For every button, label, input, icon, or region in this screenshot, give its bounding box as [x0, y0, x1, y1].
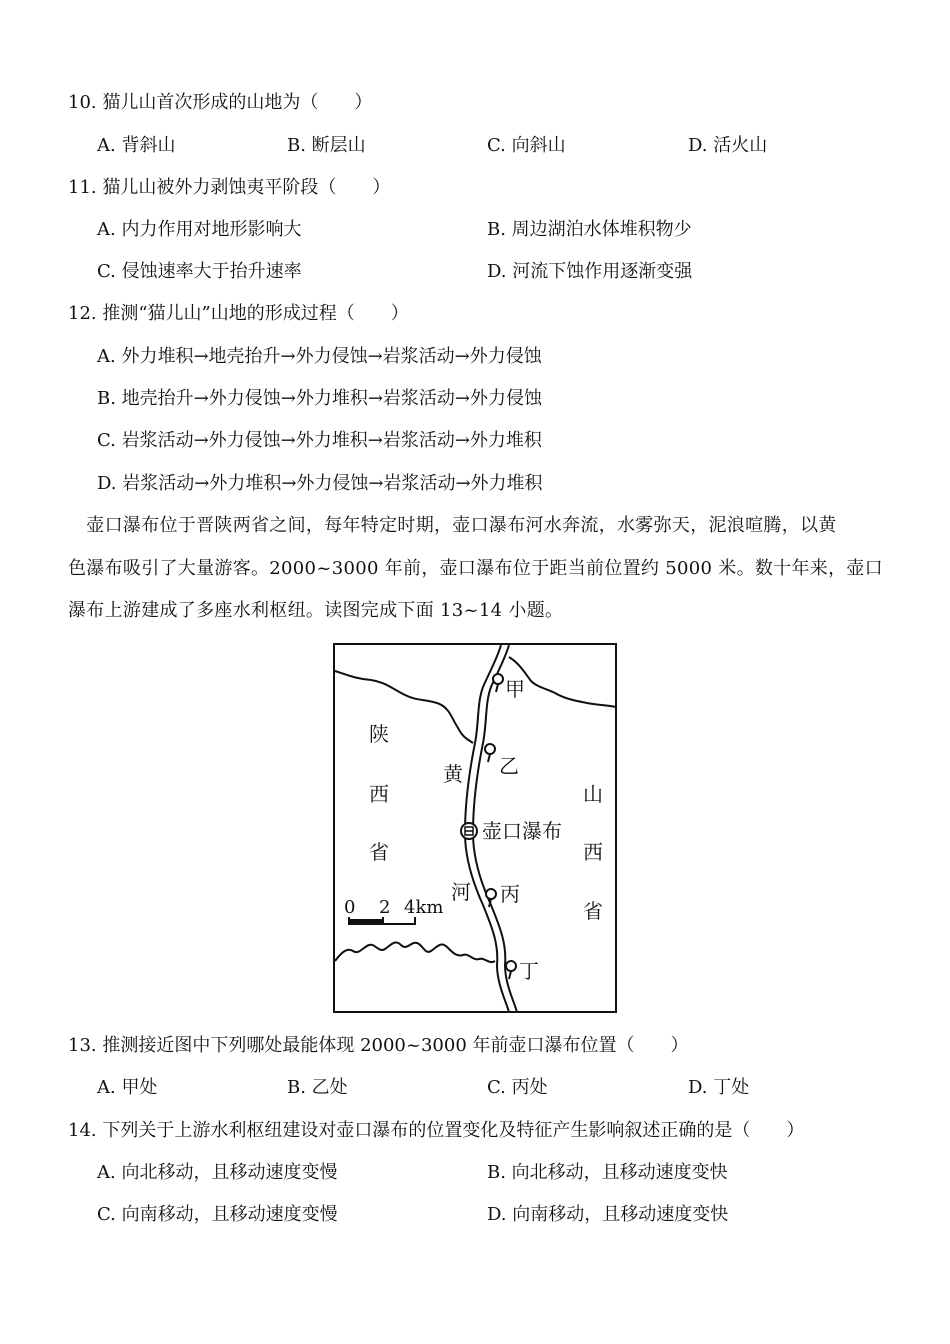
question-12-option-c[interactable]: C. 岩浆活动→外力侵蚀→外力堆积→岩浆活动→外力堆积: [97, 430, 542, 451]
passage-line-1: 壶口瀑布位于晋陕两省之间，每年特定时期，壶口瀑布河水奔流，水雾弥天，泥浪喧腾，以黄: [68, 515, 837, 536]
label-falls: 壶口瀑布: [482, 819, 562, 843]
question-14-option-d[interactable]: D. 向南移动，且移动速度变快: [487, 1204, 729, 1225]
question-13-option-c[interactable]: C. 丙处: [487, 1077, 548, 1098]
scale-tick-0: 0: [344, 897, 356, 918]
right-province-char-3: 省: [583, 899, 603, 923]
question-12-option-d[interactable]: D. 岩浆活动→外力堆积→外力侵蚀→岩浆活动→外力堆积: [97, 473, 543, 494]
scale-tick-4km: 4km: [404, 897, 444, 918]
question-10-stem: 10. 猫儿山首次形成的山地为（ ）: [68, 92, 373, 113]
question-14-option-b[interactable]: B. 向北移动，且移动速度变快: [487, 1162, 728, 1183]
passage-line-3: 瀑布上游建成了多座水利枢纽。读图完成下面 13~14 小题。: [68, 600, 564, 621]
left-province-char-2: 西: [369, 782, 389, 806]
scale-tick-2: 2: [379, 897, 391, 918]
label-yi: 乙: [499, 754, 519, 778]
question-10-option-a[interactable]: A. 背斜山: [97, 135, 176, 156]
question-13-option-a[interactable]: A. 甲处: [97, 1077, 158, 1098]
river-label-huang: 黄: [443, 762, 463, 786]
river-label-he: 河: [451, 880, 471, 904]
question-14-option-a[interactable]: A. 向北移动，且移动速度变慢: [97, 1162, 338, 1183]
question-10-option-d[interactable]: D. 活火山: [688, 135, 768, 156]
question-14-option-c[interactable]: C. 向南移动，且移动速度变慢: [97, 1204, 338, 1225]
hukou-waterfall-map: [333, 643, 617, 1013]
question-11-stem: 11. 猫儿山被外力剥蚀夷平阶段（ ）: [68, 177, 391, 198]
question-13-stem: 13. 推测接近图中下列哪处最能体现 2000~3000 年前壶口瀑布位置（ ）: [68, 1035, 689, 1056]
marker-falls: [461, 823, 477, 839]
question-11-option-b[interactable]: B. 周边湖泊水体堆积物少: [487, 219, 692, 240]
left-province-char-1: 陕: [369, 722, 389, 746]
question-12-option-b[interactable]: B. 地壳抬升→外力侵蚀→外力堆积→岩浆活动→外力侵蚀: [97, 388, 542, 409]
label-jia: 甲: [505, 677, 525, 701]
question-12-option-a[interactable]: A. 外力堆积→地壳抬升→外力侵蚀→岩浆活动→外力侵蚀: [97, 346, 542, 367]
question-11-option-c[interactable]: C. 侵蚀速率大于抬升速率: [97, 261, 302, 282]
question-11-option-d[interactable]: D. 河流下蚀作用逐渐变强: [487, 261, 693, 282]
question-14-stem: 14. 下列关于上游水利枢纽建设对壶口瀑布的位置变化及特征产生影响叙述正确的是（ ）: [68, 1120, 805, 1141]
question-12-stem: 12. 推测“猫儿山”山地的形成过程（ ）: [68, 303, 409, 324]
label-ding: 丁: [519, 959, 539, 983]
left-province-char-3: 省: [369, 840, 389, 864]
question-10-option-b[interactable]: B. 断层山: [287, 135, 366, 156]
label-bing: 丙: [500, 882, 520, 906]
question-11-option-a[interactable]: A. 内力作用对地形影响大: [97, 219, 302, 240]
question-13-option-b[interactable]: B. 乙处: [287, 1077, 348, 1098]
right-province-char-1: 山: [583, 782, 603, 806]
question-13-option-d[interactable]: D. 丁处: [688, 1077, 750, 1098]
passage-line-2: 色瀑布吸引了大量游客。2000~3000 年前，壶口瀑布位于距当前位置约 5000 米。数十年来，壶口: [68, 558, 883, 579]
right-province-char-2: 西: [583, 840, 603, 864]
question-10-option-c[interactable]: C. 向斜山: [487, 135, 566, 156]
